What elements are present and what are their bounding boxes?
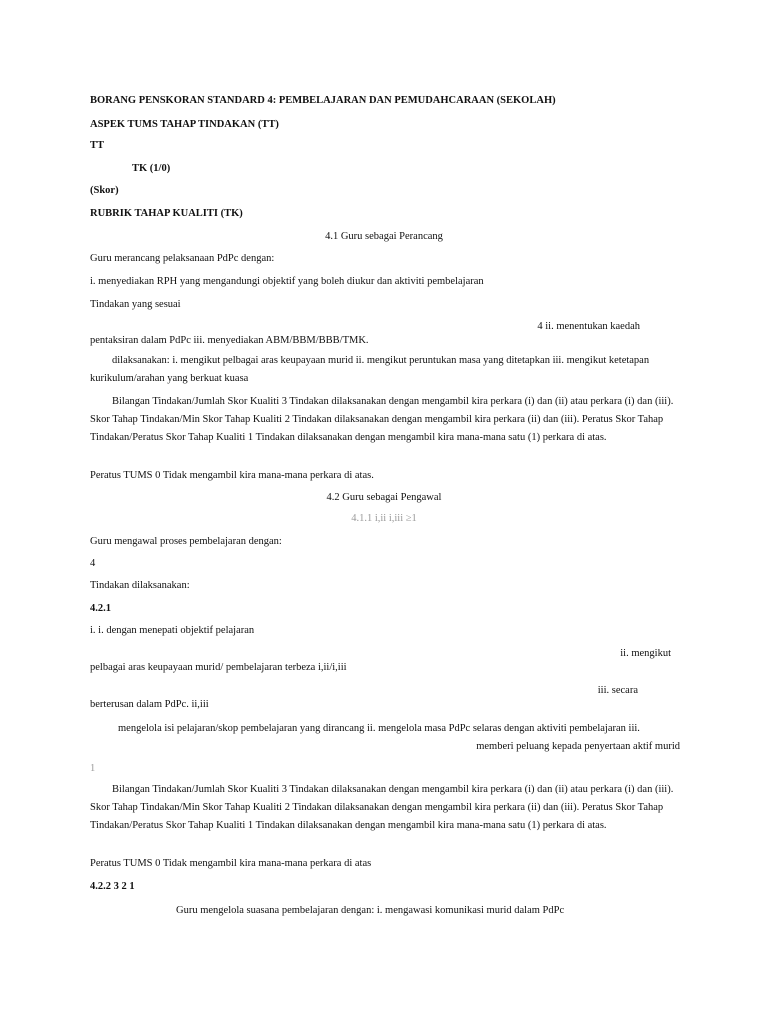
section-4-2-1-heading: 4.2.1	[90, 603, 111, 614]
section-4-2-1-paragraph: mengelola isi pelajaran/skop pembelajaran yang dirancang ii. mengelola masa PdPc selaras dengan aktiviti pembelajaran iii.	[118, 723, 640, 734]
section-4-2-tindakan: Tindakan dilaksanakan:	[90, 580, 190, 591]
section-4-2-1-item-2: pelbagai aras keupayaan murid/ pembelajaran terbeza i,ii/i,iii	[90, 662, 347, 673]
section-4-1-paragraph-1: dilaksanakan: i. mengikut pelbagai aras keupayaan murid ii. mengikut peruntukan masa yang ditetapkan iii. mengikut ketetapan kurikulum/arahan yang berkuat kuasa	[90, 355, 650, 384]
section-4-1-title: 4.1 Guru sebagai Perancang	[325, 231, 443, 242]
section-4-2-1-number: 1	[90, 763, 96, 774]
section-4-2-subtitle: 4.1.1 i,ii i,iii ≥1	[351, 513, 417, 524]
section-4-1-item-2: pentaksiran dalam PdPc iii. menyediakan ABM/BBM/BBB/TMK.	[90, 335, 369, 346]
document-title: BORANG PENSKORAN STANDARD 4: PEMBELAJARAN DAN PEMUDAHCARAAN (SEKOLAH)	[90, 95, 556, 106]
section-4-2-title: 4.2 Guru sebagai Pengawal	[326, 492, 442, 503]
section-4-1-item-1b: Tindakan yang sesuai	[90, 299, 181, 310]
section-4-2-2-heading: 4.2.2 3 2 1	[90, 881, 135, 892]
section-4-2-2-line: Guru mengelola suasana pembelajaran dengan: i. mengawasi komunikasi murid dalam PdPc	[176, 905, 565, 916]
section-4-2-1-right-2: iii. secara	[597, 685, 638, 696]
tk-label: TK (1/0)	[132, 163, 171, 174]
tt-label: TT	[90, 140, 105, 151]
section-4-2-number: 4	[90, 558, 96, 569]
section-4-2-1-paragraph-2: Bilangan Tindakan/Jumlah Skor Kualiti 3 Tindakan dilaksanakan dengan mengambil kira perkara (i) dan (ii) atau perkara (i) dan (iii). Skor Tahap Tindakan/Min Skor Tahap Kualiti 2 Tindakan dilaksanakan dengan mengambil kira perkara (ii) dan (iii). Peratus Skor Tahap Tindakan/Peratus Skor Tahap Kualiti 1 Tindakan dilaksanakan dengan mengambil kira mana-mana satu (1) perkara di atas.	[90, 784, 674, 831]
section-4-2-1-paragraph-right: memberi peluang kepada penyertaan aktif murid	[476, 741, 680, 752]
aspect-heading: ASPEK TUMS TAHAP TINDAKAN (TT)	[90, 119, 279, 130]
section-4-1-intro: Guru merancang pelaksanaan PdPc dengan:	[90, 253, 275, 264]
section-4-1-paragraph-2: Bilangan Tindakan/Jumlah Skor Kualiti 3 Tindakan dilaksanakan dengan mengambil kira perkara (i) dan (ii) atau perkara (i) dan (iii). Skor Tahap Tindakan/Min Skor Tahap Kualiti 2 Tindakan dilaksanakan dengan mengambil kira perkara (ii) dan (iii). Peratus Skor Tahap Tindakan/Peratus Skor Tahap Kualiti 1 Tindakan dilaksanakan dengan mengambil kira mana-mana satu (1) perkara di atas.	[90, 396, 674, 443]
section-4-1-right-text: 4 ii. menentukan kaedah	[537, 321, 640, 332]
section-4-1-tums0: Peratus TUMS 0 Tidak mengambil kira mana-mana perkara di atas.	[90, 470, 374, 481]
section-4-2-1-item-1: i. i. dengan menepati objektif pelajaran	[90, 625, 255, 636]
skor-label: (Skor)	[90, 185, 119, 196]
section-4-1-item-1: i. menyediakan RPH yang mengandungi objektif yang boleh diukur dan aktiviti pembelajaran	[90, 276, 484, 287]
section-4-2-1-right-1: ii. mengikut	[620, 648, 671, 659]
section-4-2-1-item-3: berterusan dalam PdPc. ii,iii	[90, 699, 209, 710]
section-4-2-intro: Guru mengawal proses pembelajaran dengan:	[90, 536, 282, 547]
rubrik-heading: RUBRIK TAHAP KUALITI (TK)	[90, 208, 243, 219]
section-4-2-1-tums0: Peratus TUMS 0 Tidak mengambil kira mana-mana perkara di atas	[90, 858, 372, 869]
